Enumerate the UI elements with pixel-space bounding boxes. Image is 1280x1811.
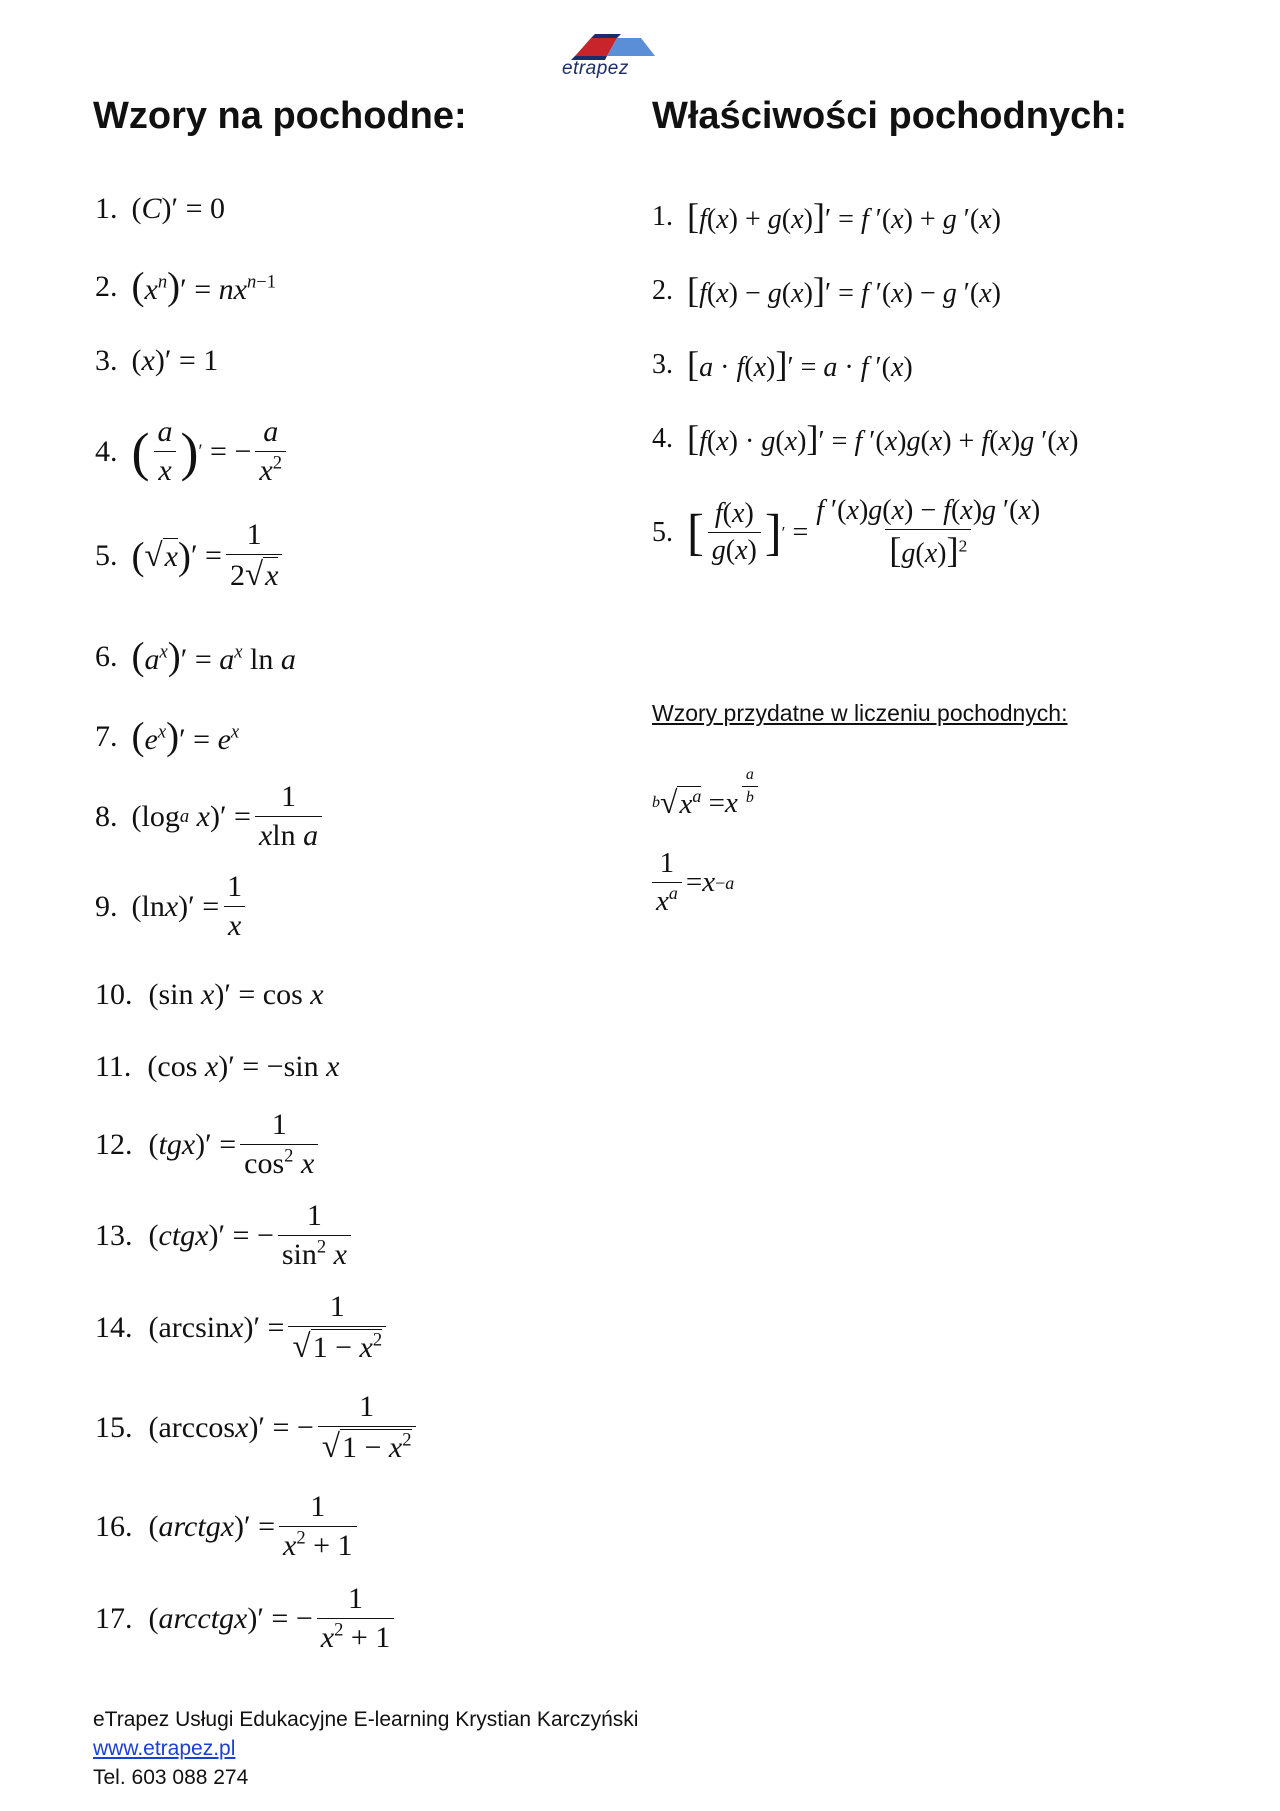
property-5: [652, 495, 1048, 570]
property-2: [652, 272, 1001, 310]
property-number: 2.: [652, 275, 673, 306]
formula-number: 13.: [95, 1218, 133, 1252]
formula-14: [95, 1290, 390, 1366]
formula-number: 6.: [95, 640, 118, 673]
property-3: [652, 346, 913, 384]
formula-number: 3.: [95, 344, 118, 377]
footer: [93, 1705, 638, 1792]
property-number: 4.: [652, 423, 673, 454]
formula-number: 12.: [95, 1127, 133, 1161]
property-4: [652, 420, 1078, 458]
formula-expression: (C)′ = 0: [131, 192, 225, 225]
heading-derivative-properties: Właściwości pochodnych:: [652, 95, 1128, 137]
formula-number: 7.: [95, 720, 118, 753]
formula-16: [95, 1490, 361, 1563]
formula-3: [95, 344, 218, 378]
property-expression: [a · f(x)]′ = a · f ′(x): [687, 344, 913, 384]
heading-derivative-formulas: Wzory na pochodne:: [93, 95, 467, 137]
formula-6: [95, 637, 296, 677]
formula-4: [95, 415, 290, 488]
formula-15: [95, 1390, 420, 1466]
footer-website-link[interactable]: www.etrapez.pl: [93, 1737, 236, 1760]
formula-7: [95, 717, 239, 757]
formula-10: [95, 978, 324, 1012]
formula-5: [95, 518, 286, 594]
property-expression: [f(x) + g(x)]′ = f ′(x) + g ′(x): [687, 196, 1001, 236]
property-number: 1.: [652, 201, 673, 232]
formula-expression: (sin x)′ = cos x: [148, 978, 324, 1011]
formula-12: [95, 1108, 322, 1181]
formula-expression: (cos x)′ = −sin x: [147, 1050, 340, 1083]
formula-number: 9.: [95, 889, 118, 923]
formula-expression: (arcsin x )′ = $\frac{1}{√1 - x^2}$: [149, 1290, 391, 1366]
formula-expression: (x)′ = 1: [131, 344, 219, 377]
formula-expression: $(e^x)' = e^x$: [131, 715, 240, 758]
formula-8: [95, 780, 326, 853]
formula-number: 14.: [95, 1311, 133, 1344]
formula-expression: b √ $x^a$ = x $\frac{a}{b}$: [652, 785, 762, 821]
formula-13: [95, 1199, 355, 1272]
footer-phone: Tel. 603 088 274: [93, 1766, 249, 1789]
formula-1: [95, 192, 225, 226]
formula-number: 10.: [95, 978, 133, 1011]
formula-expression: ( $\frac{a}{x}$ ) ′ = − $\frac{a}{x^2}$: [132, 415, 291, 488]
formula-number: 5.: [95, 539, 118, 572]
logo-text: etrapez: [562, 58, 629, 79]
formula-expression: ( √ x ) ′ = $\frac{1}{2√x}$: [132, 518, 287, 594]
useful-formula-root: [652, 765, 762, 821]
formula-11: [95, 1050, 339, 1084]
formula-number: 2.: [95, 270, 118, 303]
formula-expression: (ln x )′ = $\frac{1}{x}$: [132, 870, 251, 943]
formula-expression: (log a x )′ = $\frac{1}{\text{xln a}}$: [132, 780, 327, 853]
formula-number: 11.: [95, 1050, 132, 1083]
formula-number: 1.: [95, 192, 118, 225]
formula-expression: (arccos x )′ = − $\frac{1}{√1 - x^2}$: [149, 1390, 420, 1466]
property-expression: [f(x) − g(x)]′ = f ′(x) − g ′(x): [687, 270, 1001, 310]
formula-expression: $\frac{1}{x^a}$ = x −a: [652, 847, 734, 918]
useful-formulas-title: Wzory przydatne w liczeniu pochodnych:: [652, 700, 1068, 726]
formula-number: 15.: [95, 1411, 133, 1444]
property-number: 3.: [652, 349, 673, 380]
formula-expression: ( arcctgx )′ = − $\frac{1}{x^2 + 1}$: [149, 1582, 399, 1655]
formula-expression: ( ctgx )′ = − $\frac{1}{\sin^2 x}$: [149, 1199, 356, 1272]
formula-expression: ( arctgx )′ = $\frac{1}{x^2 + 1}$: [149, 1490, 361, 1563]
formula-number: 17.: [95, 1601, 133, 1635]
useful-formula-negative-exponent: [652, 847, 734, 918]
formula-9: [95, 870, 250, 943]
formula-expression: $(a^x)' = a^x$ ln a: [131, 635, 296, 678]
formula-number: 16.: [95, 1509, 133, 1543]
formula-expression: $(x^n)' = nx^{n-1}$: [131, 265, 277, 308]
formula-17: [95, 1582, 398, 1655]
formula-expression: ( tgx )′ = $\frac{1}{\cos^2 x}$: [149, 1108, 323, 1181]
formula-2: [95, 267, 276, 307]
formula-number: 8.: [95, 799, 118, 833]
property-expression: [ $\frac{f(x)}{g(x)}$ ] ′ = $\frac{f '(x)g(x) - f(x)g '(x)}{[g(x)]^2}$: [687, 495, 1041, 570]
property-expression: [f(x) · g(x)]′ = f ′(x)g(x) + f(x)g ′(x): [687, 418, 1079, 458]
footer-company: eTrapez Usługi Edukacyjne E-learning Krystian Karczyński: [93, 1708, 639, 1731]
formula-number: 4.: [95, 434, 118, 468]
property-number: 5.: [652, 516, 673, 548]
property-1: [652, 198, 1001, 236]
